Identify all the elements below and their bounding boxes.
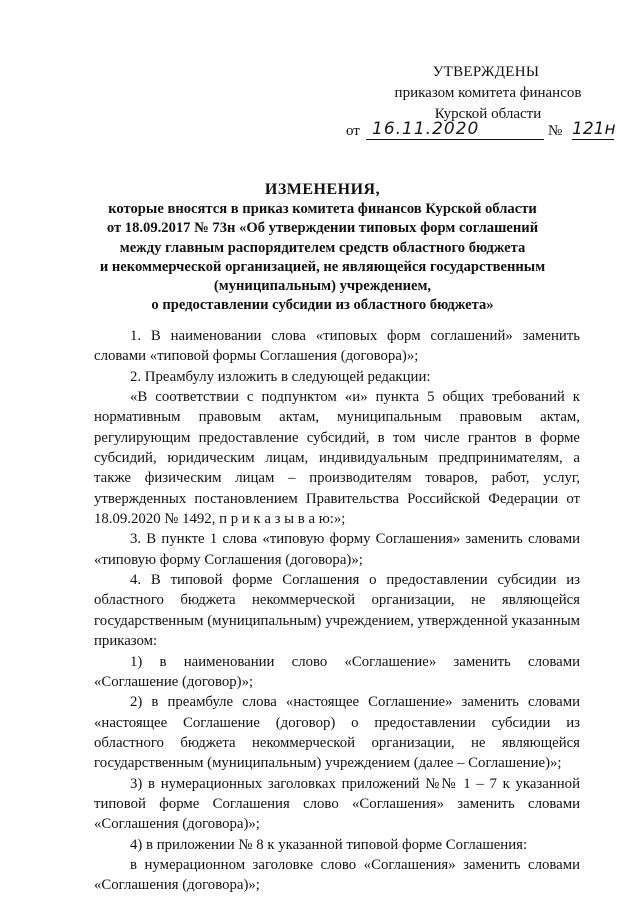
title-line: (муниципальным) учреждением, <box>213 278 432 295</box>
paragraph-preamble-quote: «В соответствии с подпунктом «и» пункта 5 общих требований к нормативным правовым актам, муниципальным правовым актам, регулирующим предоставление субсидий, в том числе грантов в форме субсидий, юридическим лицам, индивидуальным предпринимателям, а также физическим лицам – производителям товаров, работ, услуг, утвержденных постановлением Правительства Российской Федерации от 18.09.2020 № 1492, п р и к а з ы в а ю:»; <box>94 389 580 528</box>
paragraph-2: 2. Преамбулу изложить в следующей редакции: <box>130 368 431 385</box>
approval-line-1: приказом комитета финансов <box>394 85 582 101</box>
handwritten-date: 16.11.2020 <box>372 119 480 139</box>
paragraph-1: 1. В наименовании слова «типовых форм соглашений» заменить словами «типовой формы Соглашения (договора)»; <box>94 328 580 365</box>
subitem-4-detail: в нумерационном заголовке слово «Соглашения» заменить словами «Соглашения (договора)»; <box>94 856 580 894</box>
date-from-label: от <box>346 123 360 139</box>
title-line: и некоммерческой организацией, не являющейся государственным <box>99 258 546 275</box>
date-underline <box>366 139 544 140</box>
paragraph-3: 3. В пункте 1 слова «типовую форму Соглашения» заменить словами «типовую форму Соглашения (договора)»; <box>94 531 580 568</box>
subitem-4: 4) в приложении № 8 к указанной типовой форме Соглашения: <box>130 836 528 853</box>
document-title <box>95 180 550 315</box>
subitem-1: 1) в наименовании слово «Соглашение» заменить словами «Соглашение (договор)»; <box>94 653 580 690</box>
subitem-2: 2) в преамбуле слова «настоящее Соглашение» заменить словами «настоящее Соглашение (договор) о предоставлении субсидии из областного бюджета некоммерческой организации, не являющейся государственным (муниципальным) учреждением (далее – Соглашение)»; <box>94 694 580 772</box>
document-body <box>94 326 580 896</box>
number-label: № <box>548 123 563 139</box>
title-line: о предоставлении субсидии из областного бюджета» <box>151 297 494 314</box>
title-main: ИЗМЕНЕНИЯ, <box>264 181 381 198</box>
approval-block <box>352 62 602 125</box>
approval-line-2: Курской области <box>434 106 542 122</box>
title-line: от 18.09.2017 № 73н «Об утверждении типовых форм соглашений <box>106 220 539 237</box>
paragraph-4: 4. В типовой форме Соглашения о предоставлении субсидии из областного бюджета некоммерческой организации, не являющейся государственным (муниципальным) учреждением, утвержденной указанным приказом: <box>94 572 580 650</box>
title-line: которые вносятся в приказ комитета финансов Курской области <box>108 201 537 218</box>
approval-heading: УТВЕРЖДЕНЫ <box>432 64 540 80</box>
number-underline <box>572 139 614 140</box>
subitem-3: 3) в нумерационных заголовках приложений №№ 1 – 7 к указанной типовой форме Соглашения слово «Соглашения» заменить словами «Соглашения (договора)»; <box>94 775 580 833</box>
title-line: между главным распорядителем средств областного бюджета <box>119 239 526 256</box>
handwritten-number: 121н <box>572 119 616 139</box>
approval-date-number-row <box>346 120 616 144</box>
